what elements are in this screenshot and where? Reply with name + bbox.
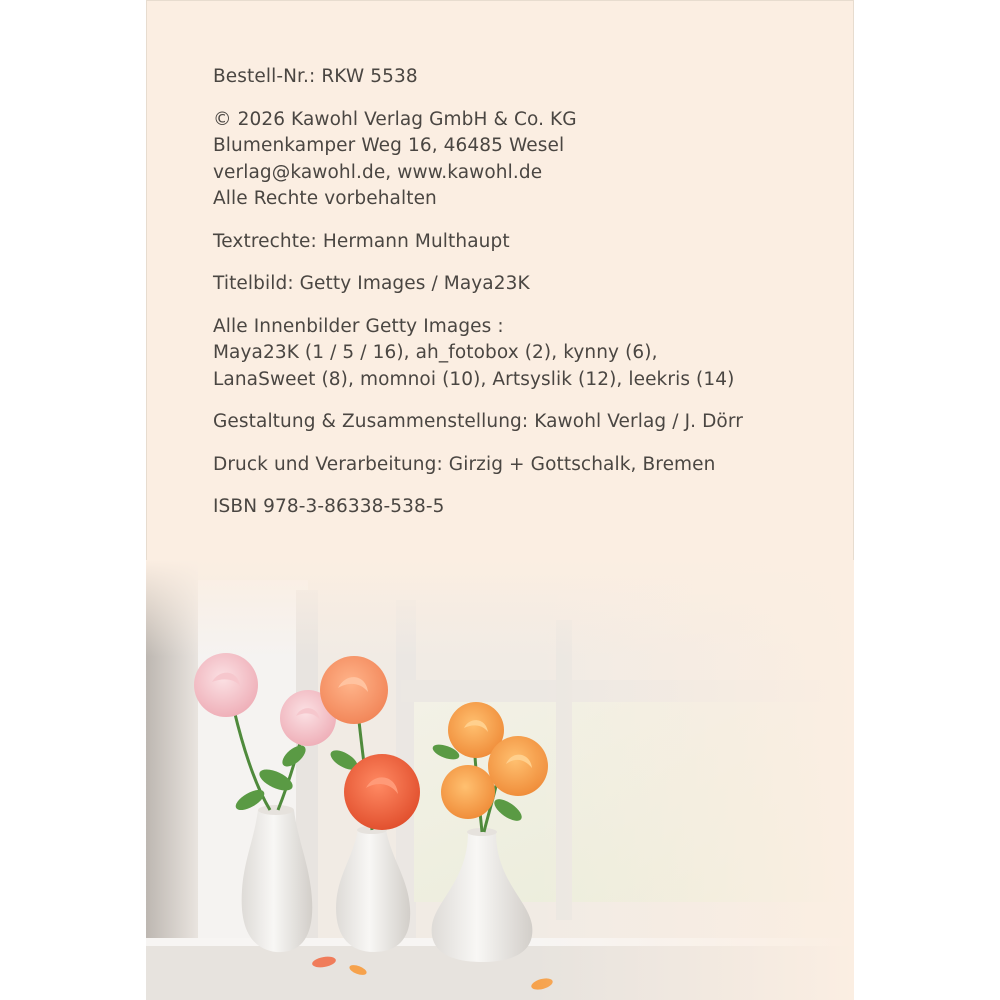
- cover-image-credit: Titelbild: Getty Images / Maya23K: [213, 273, 530, 294]
- interior-images-line-2: Maya23K (1 / 5 / 16), ah_fotobox (2), kynny (6),: [213, 342, 658, 363]
- publisher-address: Blumenkamper Weg 16, 46485 Wesel: [213, 135, 565, 156]
- order-number: Bestell-Nr.: RKW 5538: [213, 66, 418, 87]
- text-rights: Textrechte: Hermann Multhaupt: [213, 230, 510, 252]
- printing-credit: Druck und Verarbeitung: Girzig + Gottschalk, Bremen: [213, 453, 716, 475]
- copyright-line: © 2026 Kawohl Verlag GmbH & Co. KG: [213, 108, 577, 130]
- publisher-contact: verlag@kawohl.de, www.kawohl.de: [213, 161, 543, 183]
- rights-reserved: Alle Rechte vorbehalten: [213, 188, 437, 209]
- publisher-block: [213, 107, 833, 213]
- imprint-text-block: [213, 64, 833, 537]
- interior-images-line-1: Alle Innenbilder Getty Images :: [213, 315, 504, 337]
- imprint-page: [146, 0, 854, 1000]
- interior-images-line-3: LanaSweet (8), momnoi (10), Artsyslik (12), leekris (14): [213, 368, 735, 390]
- interior-images-credits: [213, 314, 833, 394]
- roses-window-photo: [146, 560, 854, 1000]
- design-credit: Gestaltung & Zusammenstellung: Kawohl Verlag / J. Dörr: [213, 411, 743, 432]
- isbn: ISBN 978-3-86338-538-5: [213, 496, 445, 517]
